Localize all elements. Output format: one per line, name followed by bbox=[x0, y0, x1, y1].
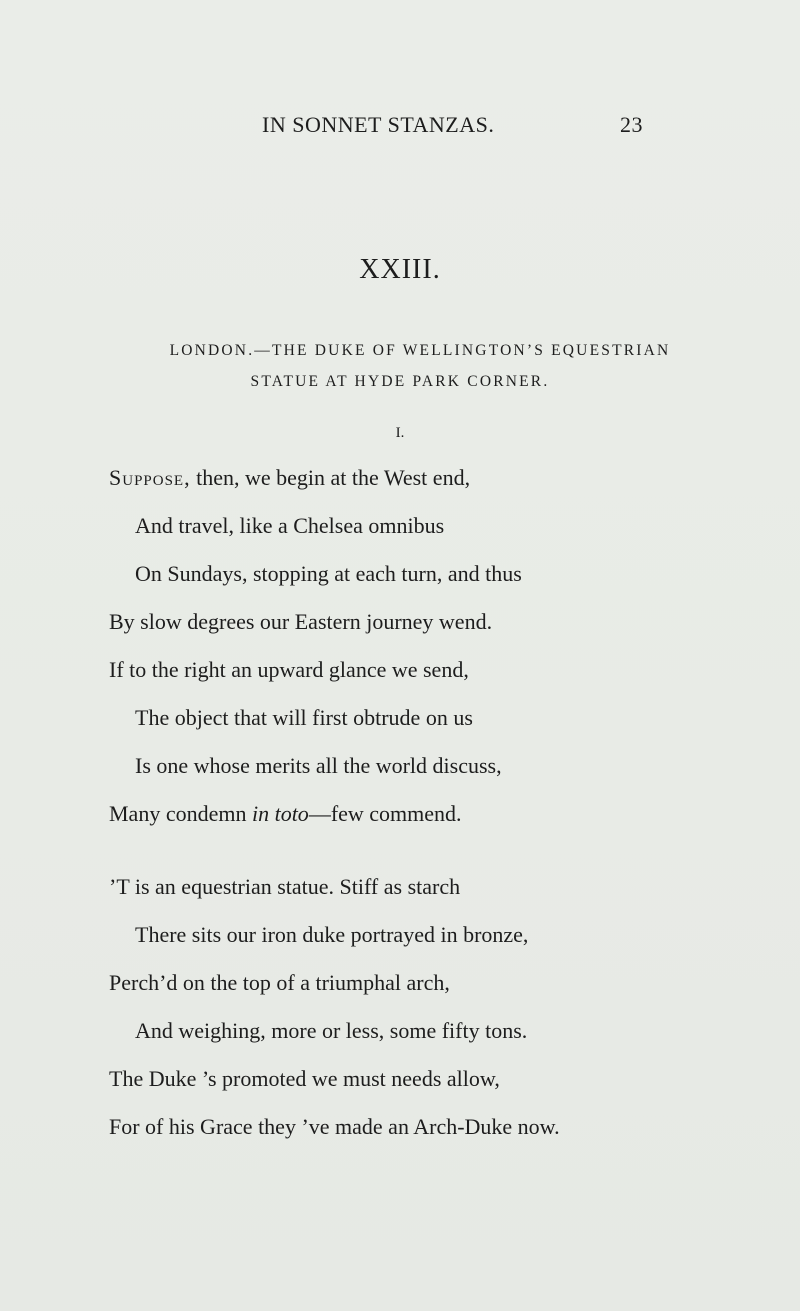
part-number: I. bbox=[395, 425, 405, 441]
verse-line: There sits our iron duke portrayed in bronze, bbox=[135, 922, 529, 947]
verse-line: Perch’d on the top of a triumphal arch, bbox=[109, 970, 450, 995]
verse-text: —few commend. bbox=[308, 801, 462, 826]
verse-line: On Sundays, stopping at each turn, and thus bbox=[135, 561, 522, 586]
poem-number: XXIII. bbox=[359, 254, 441, 285]
verse-line bbox=[109, 803, 462, 825]
verse-line: If to the right an upward glance we send, bbox=[109, 657, 469, 682]
verse-line: And travel, like a Chelsea omnibus bbox=[135, 513, 445, 538]
verse-line: The object that will first obtrude on us bbox=[135, 705, 473, 730]
page-number: 23 bbox=[620, 112, 643, 137]
verse-line: By slow degrees our Eastern journey wend. bbox=[109, 609, 493, 634]
verse-line bbox=[109, 467, 470, 489]
verse-line: And weighing, more or less, some fifty tons. bbox=[135, 1018, 528, 1043]
poem-heading-line-2: STATUE AT HYDE PARK CORNER. bbox=[250, 373, 550, 390]
running-title: IN SONNET STANZAS. bbox=[262, 112, 495, 137]
poem-heading-line-1: LONDON.—THE DUKE OF WELLINGTON’S EQUESTRIAN bbox=[169, 342, 671, 359]
verse-line: ’T is an equestrian statue. Stiff as starch bbox=[109, 874, 461, 899]
verse-text: Many condemn bbox=[109, 801, 252, 826]
verse-line: Is one whose merits all the world discuss, bbox=[135, 753, 502, 778]
verse-italic-text: in toto bbox=[251, 801, 309, 826]
verse-line: For of his Grace they ’ve made an Arch-Duke now. bbox=[109, 1114, 560, 1139]
running-head bbox=[0, 112, 800, 142]
verse-line: The Duke ’s promoted we must needs allow, bbox=[109, 1066, 500, 1091]
verse-initial-word: Suppose, bbox=[109, 465, 191, 490]
verse-text: then, we begin at the West end, bbox=[190, 465, 471, 490]
